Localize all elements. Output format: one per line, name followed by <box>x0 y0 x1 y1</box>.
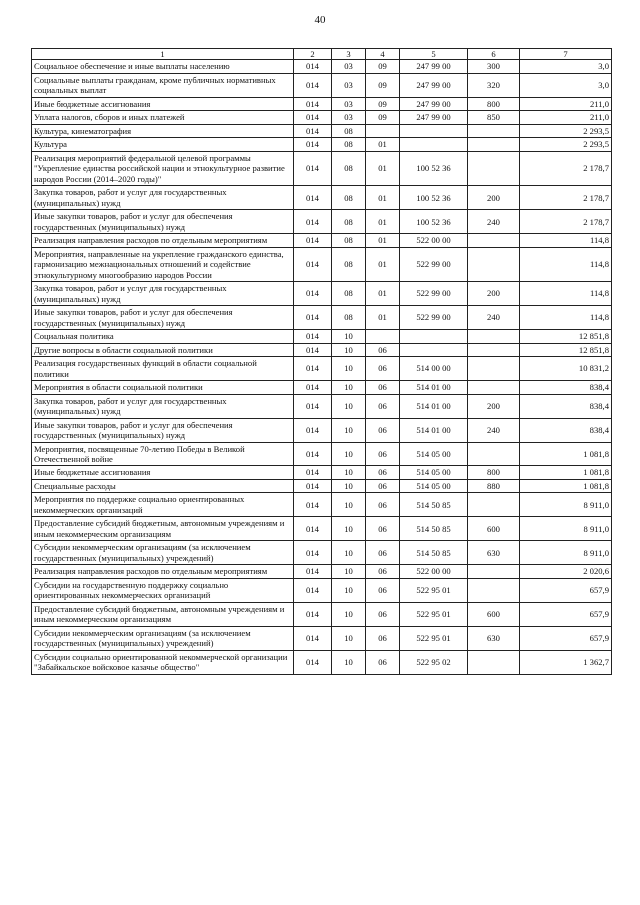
row-name-cell: Социальное обеспечение и иные выплаты населению <box>32 60 294 73</box>
expense-type-cell: 200 <box>468 186 520 210</box>
ministry-code-cell: 014 <box>294 442 332 466</box>
row-name-cell: Предоставление субсидий бюджетным, автономным учреждениям и иным некоммерческим организациям <box>32 517 294 541</box>
ministry-code-cell: 014 <box>294 466 332 479</box>
target-article-cell: 100 52 36 <box>400 186 468 210</box>
expense-type-cell <box>468 357 520 381</box>
expense-type-cell: 850 <box>468 111 520 124</box>
row-name-cell: Социальная политика <box>32 330 294 343</box>
ministry-code-cell: 014 <box>294 565 332 578</box>
expense-type-cell: 240 <box>468 210 520 234</box>
target-article-cell: 522 00 00 <box>400 234 468 247</box>
subsection-code-cell: 06 <box>366 541 400 565</box>
subsection-code-cell: 06 <box>366 466 400 479</box>
subsection-code-cell: 09 <box>366 60 400 73</box>
column-header: 4 <box>366 49 400 60</box>
table-row <box>32 541 612 565</box>
amount-cell: 2 293,5 <box>520 124 612 137</box>
amount-cell: 211,0 <box>520 111 612 124</box>
section-code-cell: 08 <box>332 124 366 137</box>
subsection-code-cell: 06 <box>366 418 400 442</box>
amount-cell: 114,8 <box>520 282 612 306</box>
amount-cell: 2 178,7 <box>520 186 612 210</box>
ministry-code-cell: 014 <box>294 650 332 674</box>
section-code-cell: 03 <box>332 111 366 124</box>
row-name-cell: Специальные расходы <box>32 479 294 492</box>
expense-type-cell: 630 <box>468 626 520 650</box>
amount-cell: 1 081,8 <box>520 479 612 492</box>
section-code-cell: 08 <box>332 151 366 185</box>
subsection-code-cell: 06 <box>366 394 400 418</box>
ministry-code-cell: 014 <box>294 343 332 356</box>
target-article-cell: 514 01 00 <box>400 381 468 394</box>
amount-cell: 12 851,8 <box>520 330 612 343</box>
row-name-cell: Мероприятия в области социальной политики <box>32 381 294 394</box>
amount-cell: 3,0 <box>520 60 612 73</box>
amount-cell: 114,8 <box>520 234 612 247</box>
subsection-code-cell: 06 <box>366 479 400 492</box>
ministry-code-cell: 014 <box>294 124 332 137</box>
expense-type-cell <box>468 650 520 674</box>
row-name-cell: Другие вопросы в области социальной политики <box>32 343 294 356</box>
target-article-cell: 514 00 00 <box>400 357 468 381</box>
expense-type-cell: 240 <box>468 418 520 442</box>
row-name-cell: Мероприятия по поддержке социально ориентированных некоммерческих организаций <box>32 493 294 517</box>
ministry-code-cell: 014 <box>294 578 332 602</box>
section-code-cell: 10 <box>332 479 366 492</box>
subsection-code-cell: 01 <box>366 282 400 306</box>
subsection-code-cell: 06 <box>366 343 400 356</box>
amount-cell: 12 851,8 <box>520 343 612 356</box>
table-row <box>32 186 612 210</box>
subsection-code-cell <box>366 124 400 137</box>
target-article-cell <box>400 343 468 356</box>
amount-cell: 3,0 <box>520 73 612 97</box>
ministry-code-cell: 014 <box>294 97 332 110</box>
row-name-cell: Иные закупки товаров, работ и услуг для обеспечения государственных (муниципальных) нужд <box>32 210 294 234</box>
section-code-cell: 08 <box>332 234 366 247</box>
expense-type-cell: 630 <box>468 541 520 565</box>
subsection-code-cell: 09 <box>366 73 400 97</box>
subsection-code-cell: 06 <box>366 493 400 517</box>
section-code-cell: 10 <box>332 493 366 517</box>
section-code-cell: 08 <box>332 306 366 330</box>
amount-cell: 1 081,8 <box>520 442 612 466</box>
row-name-cell: Уплата налогов, сборов и иных платежей <box>32 111 294 124</box>
section-code-cell: 08 <box>332 210 366 234</box>
target-article-cell: 100 52 36 <box>400 210 468 234</box>
row-name-cell: Субсидии социально ориентированной некоммерческой организации "Забайкальское войсковое казачье общество" <box>32 650 294 674</box>
amount-cell: 838,4 <box>520 381 612 394</box>
table-row <box>32 97 612 110</box>
expense-type-cell <box>468 493 520 517</box>
section-code-cell: 10 <box>332 442 366 466</box>
target-article-cell <box>400 330 468 343</box>
table-row <box>32 466 612 479</box>
subsection-code-cell: 06 <box>366 357 400 381</box>
row-name-cell: Реализация направления расходов по отдельным мероприятиям <box>32 565 294 578</box>
section-code-cell: 03 <box>332 60 366 73</box>
section-code-cell: 10 <box>332 517 366 541</box>
target-article-cell: 247 99 00 <box>400 111 468 124</box>
expense-type-cell <box>468 442 520 466</box>
table-row <box>32 111 612 124</box>
table-row <box>32 234 612 247</box>
section-code-cell: 10 <box>332 602 366 626</box>
expense-type-cell: 300 <box>468 60 520 73</box>
table-row <box>32 247 612 281</box>
amount-cell: 114,8 <box>520 306 612 330</box>
amount-cell: 2 178,7 <box>520 210 612 234</box>
table-row <box>32 306 612 330</box>
subsection-code-cell: 01 <box>366 306 400 330</box>
amount-cell: 657,9 <box>520 578 612 602</box>
ministry-code-cell: 014 <box>294 151 332 185</box>
row-name-cell: Субсидии некоммерческим организациям (за исключением государственных (муниципальных) учреждений) <box>32 626 294 650</box>
expense-type-cell: 240 <box>468 306 520 330</box>
table-row <box>32 565 612 578</box>
ministry-code-cell: 014 <box>294 234 332 247</box>
row-name-cell: Закупка товаров, работ и услуг для государственных (муниципальных) нужд <box>32 394 294 418</box>
ministry-code-cell: 014 <box>294 210 332 234</box>
ministry-code-cell: 014 <box>294 541 332 565</box>
section-code-cell: 08 <box>332 186 366 210</box>
section-code-cell: 03 <box>332 73 366 97</box>
target-article-cell: 522 00 00 <box>400 565 468 578</box>
target-article-cell: 522 95 01 <box>400 578 468 602</box>
ministry-code-cell: 014 <box>294 626 332 650</box>
expense-type-cell: 600 <box>468 517 520 541</box>
section-code-cell: 10 <box>332 357 366 381</box>
subsection-code-cell: 06 <box>366 578 400 602</box>
target-article-cell: 522 99 00 <box>400 247 468 281</box>
section-code-cell: 10 <box>332 418 366 442</box>
ministry-code-cell: 014 <box>294 138 332 151</box>
table-row <box>32 282 612 306</box>
expense-type-cell: 200 <box>468 282 520 306</box>
subsection-code-cell: 09 <box>366 97 400 110</box>
page-number: 40 <box>314 14 326 26</box>
ministry-code-cell: 014 <box>294 418 332 442</box>
expense-type-cell <box>468 247 520 281</box>
column-header: 5 <box>400 49 468 60</box>
table-row <box>32 626 612 650</box>
target-article-cell: 514 01 00 <box>400 394 468 418</box>
section-code-cell: 10 <box>332 541 366 565</box>
ministry-code-cell: 014 <box>294 247 332 281</box>
subsection-code-cell: 01 <box>366 210 400 234</box>
table-row <box>32 602 612 626</box>
row-name-cell: Закупка товаров, работ и услуг для государственных (муниципальных) нужд <box>32 282 294 306</box>
target-article-cell: 522 99 00 <box>400 282 468 306</box>
row-name-cell: Иные бюджетные ассигнования <box>32 466 294 479</box>
expense-type-cell: 200 <box>468 394 520 418</box>
table-row <box>32 381 612 394</box>
section-code-cell: 10 <box>332 330 366 343</box>
subsection-code-cell: 06 <box>366 602 400 626</box>
expense-type-cell: 880 <box>468 479 520 492</box>
target-article-cell: 514 05 00 <box>400 466 468 479</box>
ministry-code-cell: 014 <box>294 282 332 306</box>
target-article-cell: 522 95 02 <box>400 650 468 674</box>
table-row <box>32 343 612 356</box>
ministry-code-cell: 014 <box>294 306 332 330</box>
subsection-code-cell: 01 <box>366 247 400 281</box>
amount-cell: 838,4 <box>520 394 612 418</box>
expense-type-cell <box>468 138 520 151</box>
subsection-code-cell: 01 <box>366 138 400 151</box>
amount-cell: 8 911,0 <box>520 517 612 541</box>
ministry-code-cell: 014 <box>294 357 332 381</box>
row-name-cell: Закупка товаров, работ и услуг для государственных (муниципальных) нужд <box>32 186 294 210</box>
row-name-cell: Социальные выплаты гражданам, кроме публичных нормативных социальных выплат <box>32 73 294 97</box>
column-header: 3 <box>332 49 366 60</box>
subsection-code-cell: 06 <box>366 650 400 674</box>
subsection-code-cell: 06 <box>366 442 400 466</box>
row-name-cell: Культура, кинематография <box>32 124 294 137</box>
target-article-cell: 514 50 85 <box>400 541 468 565</box>
subsection-code-cell <box>366 330 400 343</box>
amount-cell: 8 911,0 <box>520 541 612 565</box>
column-header: 6 <box>468 49 520 60</box>
amount-cell: 2 020,6 <box>520 565 612 578</box>
table-row <box>32 493 612 517</box>
section-code-cell: 10 <box>332 650 366 674</box>
expense-type-cell <box>468 330 520 343</box>
section-code-cell: 10 <box>332 343 366 356</box>
table-row <box>32 442 612 466</box>
amount-cell: 8 911,0 <box>520 493 612 517</box>
budget-table <box>31 48 612 675</box>
subsection-code-cell: 09 <box>366 111 400 124</box>
expense-type-cell <box>468 565 520 578</box>
target-article-cell: 100 52 36 <box>400 151 468 185</box>
section-code-cell: 10 <box>332 578 366 602</box>
ministry-code-cell: 014 <box>294 479 332 492</box>
section-code-cell: 08 <box>332 247 366 281</box>
table-row <box>32 138 612 151</box>
section-code-cell: 08 <box>332 282 366 306</box>
table-row <box>32 517 612 541</box>
table-row <box>32 73 612 97</box>
amount-cell: 2 178,7 <box>520 151 612 185</box>
row-name-cell: Мероприятия, направленные на укрепление гражданского единства, гармонизацию межнациональных отношений и содействие этнокультурному многообразию народов России <box>32 247 294 281</box>
table-row <box>32 650 612 674</box>
ministry-code-cell: 014 <box>294 602 332 626</box>
ministry-code-cell: 014 <box>294 493 332 517</box>
table-row <box>32 394 612 418</box>
ministry-code-cell: 014 <box>294 381 332 394</box>
expense-type-cell: 800 <box>468 97 520 110</box>
subsection-code-cell: 06 <box>366 517 400 541</box>
subsection-code-cell: 01 <box>366 151 400 185</box>
section-code-cell: 10 <box>332 381 366 394</box>
expense-type-cell <box>468 343 520 356</box>
subsection-code-cell: 06 <box>366 565 400 578</box>
subsection-code-cell: 01 <box>366 234 400 247</box>
table-header-row <box>32 49 612 60</box>
row-name-cell: Иные закупки товаров, работ и услуг для обеспечения государственных (муниципальных) нужд <box>32 418 294 442</box>
amount-cell: 1 081,8 <box>520 466 612 479</box>
expense-type-cell <box>468 234 520 247</box>
ministry-code-cell: 014 <box>294 330 332 343</box>
section-code-cell: 10 <box>332 626 366 650</box>
section-code-cell: 03 <box>332 97 366 110</box>
row-name-cell: Культура <box>32 138 294 151</box>
section-code-cell: 08 <box>332 138 366 151</box>
expense-type-cell <box>468 578 520 602</box>
row-name-cell: Мероприятия, посвященные 70-летию Победы в Великой Отечественной войне <box>32 442 294 466</box>
row-name-cell: Реализация направления расходов по отдельным мероприятиям <box>32 234 294 247</box>
column-header: 7 <box>520 49 612 60</box>
target-article-cell <box>400 138 468 151</box>
section-code-cell: 10 <box>332 466 366 479</box>
amount-cell: 10 831,2 <box>520 357 612 381</box>
target-article-cell: 247 99 00 <box>400 60 468 73</box>
target-article-cell: 514 05 00 <box>400 442 468 466</box>
target-article-cell: 514 50 85 <box>400 517 468 541</box>
target-article-cell: 522 95 01 <box>400 602 468 626</box>
expense-type-cell: 600 <box>468 602 520 626</box>
ministry-code-cell: 014 <box>294 111 332 124</box>
row-name-cell: Реализация государственных функций в области социальной политики <box>32 357 294 381</box>
table-row <box>32 60 612 73</box>
row-name-cell: Иные бюджетные ассигнования <box>32 97 294 110</box>
target-article-cell: 247 99 00 <box>400 97 468 110</box>
target-article-cell: 522 99 00 <box>400 306 468 330</box>
amount-cell: 2 293,5 <box>520 138 612 151</box>
section-code-cell: 10 <box>332 394 366 418</box>
amount-cell: 838,4 <box>520 418 612 442</box>
subsection-code-cell: 01 <box>366 186 400 210</box>
table-row <box>32 418 612 442</box>
column-header: 1 <box>32 49 294 60</box>
table-row <box>32 479 612 492</box>
table-row <box>32 124 612 137</box>
amount-cell: 114,8 <box>520 247 612 281</box>
subsection-code-cell: 06 <box>366 626 400 650</box>
ministry-code-cell: 014 <box>294 186 332 210</box>
expense-type-cell <box>468 124 520 137</box>
table-row <box>32 151 612 185</box>
row-name-cell: Субсидии некоммерческим организациям (за исключением государственных (муниципальных) учреждений) <box>32 541 294 565</box>
amount-cell: 1 362,7 <box>520 650 612 674</box>
target-article-cell: 514 05 00 <box>400 479 468 492</box>
ministry-code-cell: 014 <box>294 394 332 418</box>
table-body <box>32 60 612 674</box>
target-article-cell: 247 99 00 <box>400 73 468 97</box>
amount-cell: 657,9 <box>520 602 612 626</box>
amount-cell: 211,0 <box>520 97 612 110</box>
expense-type-cell: 800 <box>468 466 520 479</box>
column-header: 2 <box>294 49 332 60</box>
table-row <box>32 330 612 343</box>
ministry-code-cell: 014 <box>294 60 332 73</box>
amount-cell: 657,9 <box>520 626 612 650</box>
expense-type-cell <box>468 381 520 394</box>
target-article-cell: 514 01 00 <box>400 418 468 442</box>
target-article-cell: 522 95 01 <box>400 626 468 650</box>
target-article-cell: 514 50 85 <box>400 493 468 517</box>
table-row <box>32 210 612 234</box>
table-row <box>32 357 612 381</box>
target-article-cell <box>400 124 468 137</box>
subsection-code-cell: 06 <box>366 381 400 394</box>
table-row <box>32 578 612 602</box>
row-name-cell: Иные закупки товаров, работ и услуг для обеспечения государственных (муниципальных) нужд <box>32 306 294 330</box>
expense-type-cell <box>468 151 520 185</box>
row-name-cell: Реализация мероприятий федеральной целевой программы "Укрепление единства российской нации и этнокультурное развитие народов России (2014–2020 годы)" <box>32 151 294 185</box>
ministry-code-cell: 014 <box>294 73 332 97</box>
ministry-code-cell: 014 <box>294 517 332 541</box>
row-name-cell: Предоставление субсидий бюджетным, автономным учреждениям и иным некоммерческим организациям <box>32 602 294 626</box>
section-code-cell: 10 <box>332 565 366 578</box>
row-name-cell: Субсидии на государственную поддержку социально ориентированных некоммерческих организаций <box>32 578 294 602</box>
expense-type-cell: 320 <box>468 73 520 97</box>
